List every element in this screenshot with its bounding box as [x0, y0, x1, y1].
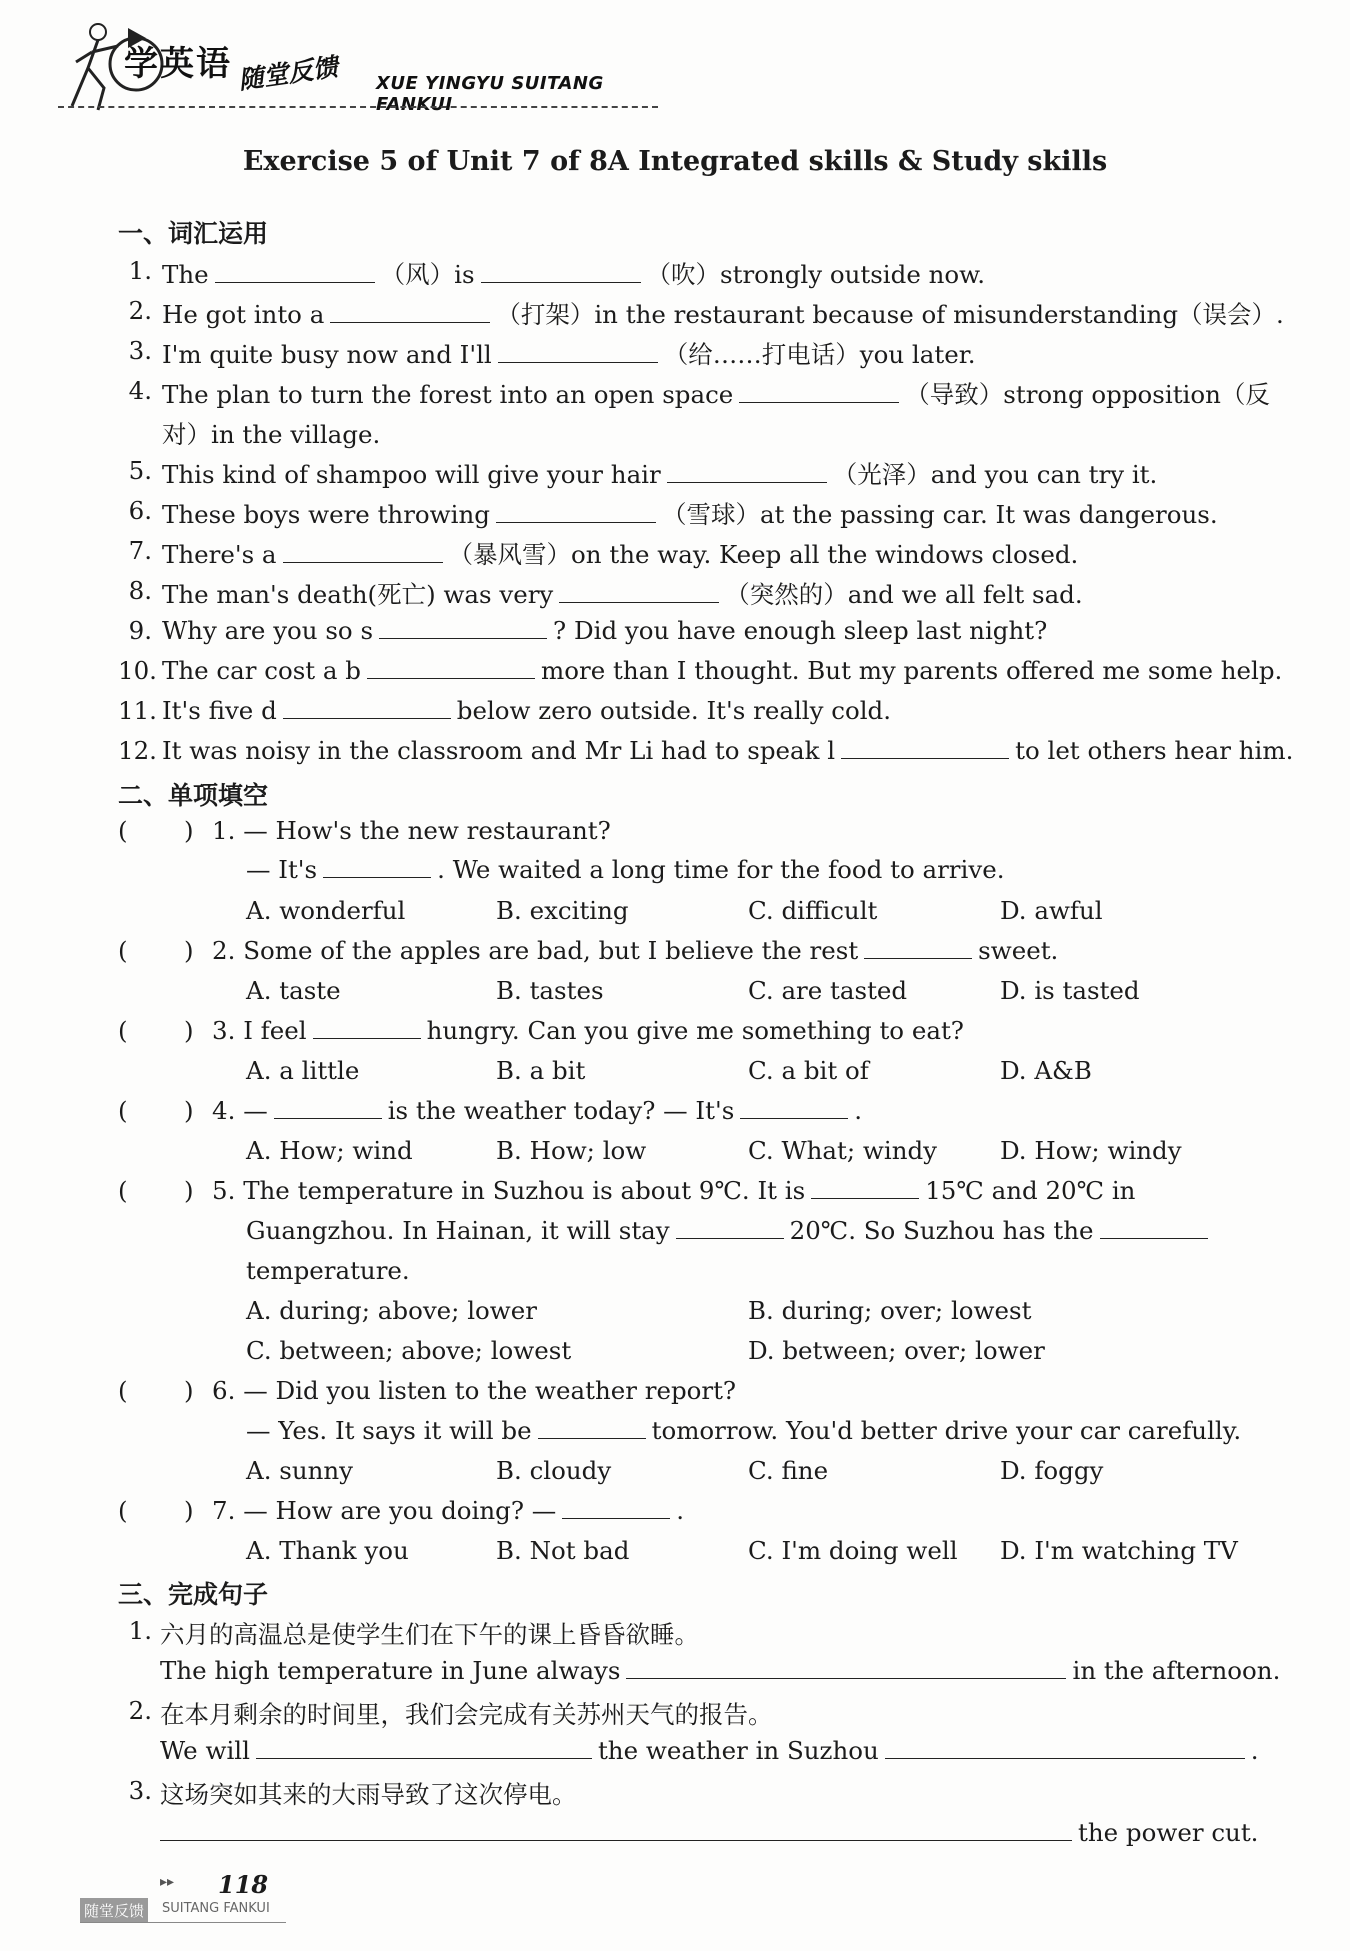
- answer-blank[interactable]: [841, 736, 1009, 759]
- section-complete-heading: 三、完成句子: [118, 1580, 269, 1609]
- section-mc-heading: 二、单项填空: [118, 781, 269, 810]
- answer-paren[interactable]: ( ): [118, 816, 194, 845]
- mc-option[interactable]: C. between; above; lowest: [246, 1336, 572, 1365]
- mc-option[interactable]: C. What; windy: [748, 1136, 938, 1165]
- vocab-item-6: These boys were throwing （雪球）at the passing car. It was dangerous.: [162, 500, 1218, 529]
- answer-blank[interactable]: [667, 460, 827, 483]
- vocab-item-8: The man's death(死亡) was very （突然的）and we all felt sad.: [162, 580, 1083, 609]
- page-number: 118: [218, 1870, 269, 1899]
- mc-option[interactable]: B. cloudy: [496, 1456, 612, 1485]
- answer-blank[interactable]: [256, 1736, 592, 1759]
- answer-blank[interactable]: [739, 380, 899, 403]
- mc-question-4: 4. — is the weather today? — It's .: [212, 1096, 863, 1125]
- answer-paren[interactable]: ( ): [118, 1096, 194, 1125]
- mc-question-5-line2: Guangzhou. In Hainan, it will stay 20℃. So Suzhou has the: [246, 1216, 1214, 1245]
- answer-blank[interactable]: [283, 540, 443, 563]
- mc-question-2: 2. Some of the apples are bad, but I believe the rest sweet.: [212, 936, 1059, 965]
- mc-question-6-line2: — Yes. It says it will be tomorrow. You'd better drive your car carefully.: [246, 1416, 1242, 1445]
- mc-option[interactable]: D. A&B: [1000, 1056, 1092, 1085]
- answer-blank[interactable]: [367, 656, 535, 679]
- answer-blank[interactable]: [740, 1096, 848, 1119]
- section-vocab-heading: 一、词汇运用: [118, 219, 269, 248]
- item-number: 12.: [118, 736, 157, 765]
- answer-blank[interactable]: [215, 260, 375, 283]
- answer-blank[interactable]: [626, 1656, 1066, 1679]
- vocab-item-1: The （风）is （吹）strongly outside now.: [162, 260, 985, 289]
- brand-pinyin: XUE YINGYU SUITANG FANKUI: [376, 73, 604, 115]
- answer-blank[interactable]: [498, 340, 658, 363]
- item-number: 1.: [128, 1616, 152, 1645]
- mc-question-3: 3. I feel hungry. Can you give me something to eat?: [212, 1016, 964, 1045]
- footer-tag-pinyin: SUITANG FANKUI: [162, 1901, 270, 1916]
- mc-option[interactable]: D. foggy: [1000, 1456, 1104, 1485]
- mc-question-7: 7. — How are you doing? — .: [212, 1496, 685, 1525]
- mc-option[interactable]: C. a bit of: [748, 1056, 869, 1085]
- mc-question-1-line2: — It's . We waited a long time for the food to arrive.: [246, 855, 1005, 884]
- item-number: 10.: [118, 656, 157, 685]
- series-header: [58, 18, 668, 118]
- item-number: 5.: [128, 456, 152, 485]
- answer-blank[interactable]: [538, 1416, 646, 1439]
- mc-option[interactable]: A. a little: [246, 1056, 360, 1085]
- item-number: 4.: [128, 376, 152, 405]
- mc-option[interactable]: A. taste: [246, 976, 341, 1005]
- vocab-item-4: The plan to turn the forest into an open space （导致）strong opposition（反: [162, 380, 1270, 409]
- mc-option[interactable]: B. tastes: [496, 976, 604, 1005]
- mc-question-1: 1. — How's the new restaurant?: [212, 816, 611, 845]
- answer-paren[interactable]: ( ): [118, 1016, 194, 1045]
- vocab-item-4-line2: 对）in the village.: [162, 420, 381, 449]
- mc-option[interactable]: D. is tasted: [1000, 976, 1140, 1005]
- mc-option[interactable]: A. Thank you: [246, 1536, 409, 1565]
- footer-tag: 随堂反馈: [80, 1898, 148, 1923]
- page-title: Exercise 5 of Unit 7 of 8A Integrated skills & Study skills: [242, 146, 1108, 177]
- header-divider: [58, 106, 658, 108]
- mc-option[interactable]: A. wonderful: [246, 896, 406, 925]
- chinese-prompt-1: 六月的高温总是使学生们在下午的课上昏昏欲睡。: [160, 1620, 699, 1649]
- answer-blank[interactable]: [323, 855, 431, 878]
- item-number: 6.: [128, 496, 152, 525]
- footer-divider: [80, 1922, 286, 1923]
- mc-option[interactable]: B. a bit: [496, 1056, 586, 1085]
- mc-option[interactable]: D. awful: [1000, 896, 1103, 925]
- vocab-item-3: I'm quite busy now and I'll （给……打电话）you later.: [162, 340, 976, 369]
- answer-blank[interactable]: [283, 696, 451, 719]
- answer-blank[interactable]: [379, 616, 547, 639]
- mc-option[interactable]: B. exciting: [496, 896, 629, 925]
- answer-blank[interactable]: [313, 1016, 421, 1039]
- mc-question-5: 5. The temperature in Suzhou is about 9℃. It is 15℃ and 20℃ in: [212, 1176, 1136, 1205]
- mc-option[interactable]: B. Not bad: [496, 1536, 630, 1565]
- answer-blank[interactable]: [481, 260, 641, 283]
- answer-blank[interactable]: [330, 300, 490, 323]
- item-number: 8.: [128, 576, 152, 605]
- item-number: 9.: [128, 616, 152, 645]
- vocab-item-2: He got into a （打架）in the restaurant because of misunderstanding（误会）.: [162, 300, 1284, 329]
- item-number: 1.: [128, 256, 152, 285]
- answer-paren[interactable]: ( ): [118, 1376, 194, 1405]
- english-sentence-2: We will the weather in Suzhou .: [160, 1736, 1259, 1765]
- answer-blank[interactable]: [562, 1496, 670, 1519]
- answer-paren[interactable]: ( ): [118, 936, 194, 965]
- item-number: 3.: [128, 1776, 152, 1805]
- answer-blank[interactable]: [274, 1096, 382, 1119]
- mc-option[interactable]: A. sunny: [246, 1456, 354, 1485]
- mc-question-6: 6. — Did you listen to the weather report?: [212, 1376, 737, 1405]
- mc-option[interactable]: A. during; above; lower: [246, 1296, 537, 1325]
- chinese-prompt-3: 这场突如其来的大雨导致了这次停电。: [160, 1780, 577, 1809]
- vocab-item-5: This kind of shampoo will give your hair （光泽）and you can try it.: [162, 460, 1158, 489]
- mc-option[interactable]: D. between; over; lower: [748, 1336, 1045, 1365]
- vocab-item-12: It was noisy in the classroom and Mr Li had to speak l to let others hear him.: [162, 736, 1294, 765]
- mc-option[interactable]: C. fine: [748, 1456, 829, 1485]
- mc-option[interactable]: C. difficult: [748, 896, 878, 925]
- answer-blank[interactable]: [496, 500, 656, 523]
- mc-option[interactable]: C. I'm doing well: [748, 1536, 958, 1565]
- chinese-prompt-2: 在本月剩余的时间里，我们会完成有关苏州天气的报告。: [160, 1700, 773, 1729]
- answer-blank[interactable]: [811, 1176, 919, 1199]
- mc-question-5-line3: temperature.: [246, 1256, 410, 1285]
- english-sentence-3: the power cut.: [160, 1818, 1258, 1847]
- mc-option[interactable]: C. are tasted: [748, 976, 908, 1005]
- answer-blank[interactable]: [864, 936, 972, 959]
- item-number: 3.: [128, 336, 152, 365]
- brand-chinese-sub: 随堂反馈: [236, 52, 340, 95]
- answer-blank[interactable]: [1100, 1216, 1208, 1239]
- answer-blank[interactable]: [160, 1818, 1072, 1841]
- mc-option[interactable]: D. How; windy: [1000, 1136, 1182, 1165]
- answer-paren[interactable]: ( ): [118, 1496, 194, 1525]
- answer-blank[interactable]: [676, 1216, 784, 1239]
- vocab-item-10: The car cost a b more than I thought. But my parents offered me some help.: [162, 656, 1283, 685]
- answer-blank[interactable]: [885, 1736, 1245, 1759]
- vocab-item-7: There's a （暴风雪）on the way. Keep all the windows closed.: [162, 540, 1079, 569]
- item-number: 2.: [128, 296, 152, 325]
- item-number: 7.: [128, 536, 152, 565]
- answer-paren[interactable]: ( ): [118, 1176, 194, 1205]
- mc-option[interactable]: D. I'm watching TV: [1000, 1536, 1238, 1565]
- brand-chinese: 学英语: [124, 44, 232, 84]
- english-sentence-1: The high temperature in June always in the afternoon.: [160, 1656, 1281, 1685]
- item-number: 11.: [118, 696, 157, 725]
- page-arrow-icon: ▸▸: [160, 1874, 175, 1890]
- answer-blank[interactable]: [559, 580, 719, 603]
- mc-option[interactable]: B. How; low: [496, 1136, 647, 1165]
- mc-option[interactable]: A. How; wind: [246, 1136, 413, 1165]
- mc-option[interactable]: B. during; over; lowest: [748, 1296, 1032, 1325]
- item-number: 2.: [128, 1696, 152, 1725]
- vocab-item-9: Why are you so s ? Did you have enough sleep last night?: [162, 616, 1048, 645]
- vocab-item-11: It's five d below zero outside. It's really cold.: [162, 696, 892, 725]
